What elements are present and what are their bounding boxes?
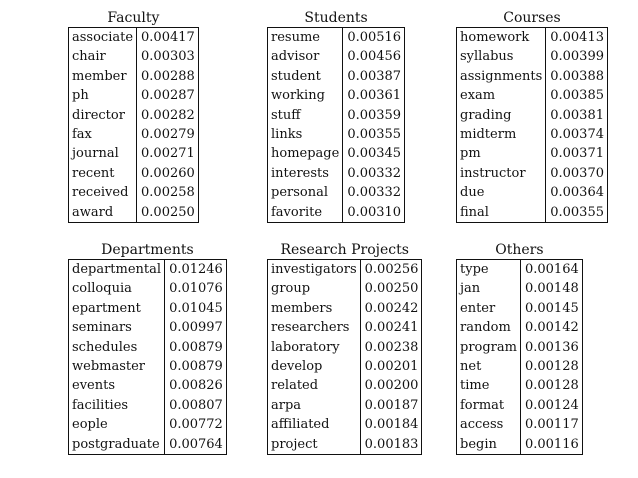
word-cell: pm [457,144,546,163]
score-cell: 0.00187 [364,397,419,413]
table-row [69,106,199,125]
score-cell: 0.00124 [524,397,579,413]
score-cell: 0.00413 [550,30,604,45]
table-row [268,67,405,86]
research-projects-caption: Research Projects [280,242,409,258]
word-cell: member [69,67,137,86]
table-row [69,376,227,395]
word-cell: exam [457,86,546,105]
table-row [457,183,608,202]
score-cell: 0.00142 [524,320,579,336]
table-row [268,203,405,223]
students-table [267,27,405,223]
word-cell: format [457,396,521,415]
table-row [268,260,422,280]
word-cell: group [268,279,361,298]
score-cell: 0.00772 [169,417,223,433]
score-cell: 0.00148 [524,281,579,297]
score-cell: 0.00242 [364,300,419,316]
score-cell: 0.00303 [141,49,195,65]
score-cell: 0.00388 [550,68,604,84]
students-caption: Students [304,10,368,26]
table-row [268,318,422,337]
table-row [69,28,199,48]
research-projects-panel [267,242,422,455]
research-projects-table [267,259,422,455]
word-cell: jan [457,279,521,298]
score-cell: 0.00764 [169,436,223,452]
score-cell: 0.00279 [141,127,195,143]
faculty-caption: Faculty [107,10,160,26]
word-cell: events [69,376,165,395]
table-row [457,415,583,434]
score-cell: 0.00282 [141,107,195,123]
table-row [457,67,608,86]
word-cell: webmaster [69,357,165,376]
table-row [69,338,227,357]
table-row [457,106,608,125]
word-cell: chair [69,47,137,66]
table-row [69,164,199,183]
table-row [69,144,199,163]
word-cell: working [268,86,343,105]
word-cell: seminars [69,318,165,337]
word-cell: random [457,318,521,337]
table-row [268,47,405,66]
word-cell: colloquia [69,279,165,298]
word-cell: homepage [268,144,343,163]
table-row [457,203,608,223]
word-cell: laboratory [268,338,361,357]
score-cell: 0.00238 [364,339,419,355]
courses-panel [456,10,608,223]
table-row [457,47,608,66]
word-cell: program [457,338,521,357]
score-cell: 0.00271 [141,146,195,162]
table-row [69,279,227,298]
table-row [69,125,199,144]
score-cell: 0.00117 [524,417,579,433]
word-cell: interests [268,164,343,183]
courses-table [456,27,608,223]
word-cell: resume [268,28,343,48]
word-cell: journal [69,144,137,163]
departments-table [68,259,227,455]
table-row [69,415,227,434]
word-cell: affiliated [268,415,361,434]
word-cell: ph [69,86,137,105]
table-row [457,164,608,183]
word-cell: investigators [268,260,361,280]
table-row [69,203,199,223]
table-row [268,357,422,376]
score-cell: 0.00826 [169,378,223,394]
score-cell: 0.00417 [141,30,195,45]
score-cell: 0.00516 [347,30,402,45]
score-cell: 0.00345 [347,146,402,162]
word-cell: director [69,106,137,125]
word-cell: begin [457,435,521,455]
score-cell: 0.00116 [524,436,579,452]
table-row [457,299,583,318]
score-cell: 0.00250 [141,204,195,220]
table-row [268,106,405,125]
score-cell: 0.00260 [141,165,195,181]
table-row [268,396,422,415]
score-cell: 0.00288 [141,68,195,84]
table-row [69,299,227,318]
table-row [268,415,422,434]
table-row [268,376,422,395]
score-cell: 0.01045 [169,300,223,316]
table-row [69,86,199,105]
word-cell: grading [457,106,546,125]
faculty-table [68,27,199,223]
others-panel [456,242,583,455]
word-cell: recent [69,164,137,183]
table-row [457,279,583,298]
word-cell: fax [69,125,137,144]
courses-caption: Courses [503,10,561,26]
word-cell: schedules [69,338,165,357]
table-row [69,260,227,280]
word-cell: develop [268,357,361,376]
table-row [69,47,199,66]
others-table [456,259,583,455]
score-cell: 0.00399 [550,49,604,65]
score-cell: 0.00128 [524,378,579,394]
table-row [268,164,405,183]
word-cell: departmental [69,260,165,280]
score-cell: 0.00381 [550,107,604,123]
word-cell: associate [69,28,137,48]
word-cell: homework [457,28,546,48]
score-cell: 0.00879 [169,359,223,375]
table-row [69,183,199,202]
table-row [457,86,608,105]
score-cell: 0.00361 [347,88,402,104]
word-cell: student [268,67,343,86]
score-cell: 0.01076 [169,281,223,297]
word-cell: epartment [69,299,165,318]
score-cell: 0.00385 [550,88,604,104]
table-row [457,28,608,48]
table-row [69,396,227,415]
word-cell: access [457,415,521,434]
score-cell: 0.01246 [169,262,223,277]
word-cell: links [268,125,343,144]
word-cell: facilities [69,396,165,415]
score-cell: 0.00355 [550,204,604,220]
table-row [457,260,583,280]
score-cell: 0.00164 [524,262,579,277]
score-cell: 0.00332 [347,165,402,181]
table-row [268,144,405,163]
score-cell: 0.00359 [347,107,402,123]
score-cell: 0.00371 [550,146,604,162]
word-cell: personal [268,183,343,202]
faculty-panel [68,10,199,223]
word-cell: syllabus [457,47,546,66]
table-row [268,86,405,105]
departments-panel [68,242,227,455]
score-cell: 0.00332 [347,185,402,201]
word-cell: stuff [268,106,343,125]
students-panel [267,10,405,223]
score-cell: 0.00136 [524,339,579,355]
word-cell: received [69,183,137,202]
score-cell: 0.00364 [550,185,604,201]
score-cell: 0.00258 [141,185,195,201]
word-cell: due [457,183,546,202]
score-cell: 0.00201 [364,359,419,375]
table-row [268,28,405,48]
table-row [457,357,583,376]
word-cell: favorite [268,203,343,223]
score-cell: 0.00183 [364,436,419,452]
score-cell: 0.00355 [347,127,402,143]
word-cell: award [69,203,137,223]
word-cell: members [268,299,361,318]
word-cell: time [457,376,521,395]
word-cell: arpa [268,396,361,415]
word-cell: postgraduate [69,435,165,455]
table-row [457,144,608,163]
score-cell: 0.00256 [364,262,419,277]
word-cell: enter [457,299,521,318]
table-row [268,125,405,144]
score-cell: 0.00250 [364,281,419,297]
score-cell: 0.00374 [550,127,604,143]
score-cell: 0.00370 [550,165,604,181]
word-cell: midterm [457,125,546,144]
score-cell: 0.00997 [169,320,223,336]
others-caption: Others [495,242,544,258]
word-cell: assignments [457,67,546,86]
table-row [457,125,608,144]
score-cell: 0.00241 [364,320,419,336]
score-cell: 0.00310 [347,204,402,220]
word-cell: project [268,435,361,455]
score-cell: 0.00387 [347,68,402,84]
table-row [69,67,199,86]
score-cell: 0.00879 [169,339,223,355]
departments-caption: Departments [101,242,194,258]
table-row [457,396,583,415]
table-row [457,435,583,455]
table-row [457,318,583,337]
score-cell: 0.00200 [364,378,419,394]
word-cell: final [457,203,546,223]
word-cell: type [457,260,521,280]
word-cell: researchers [268,318,361,337]
table-row [69,435,227,455]
table-row [457,338,583,357]
score-cell: 0.00128 [524,359,579,375]
table-row [268,279,422,298]
word-cell: advisor [268,47,343,66]
table-row [268,299,422,318]
score-cell: 0.00184 [364,417,419,433]
word-cell: net [457,357,521,376]
table-row [268,338,422,357]
table-row [268,183,405,202]
word-cell: eople [69,415,165,434]
score-cell: 0.00807 [169,397,223,413]
score-cell: 0.00287 [141,88,195,104]
table-row [457,376,583,395]
table-row [69,357,227,376]
table-row [268,435,422,455]
score-cell: 0.00456 [347,49,402,65]
score-cell: 0.00145 [524,300,579,316]
word-cell: related [268,376,361,395]
word-cell: instructor [457,164,546,183]
table-row [69,318,227,337]
